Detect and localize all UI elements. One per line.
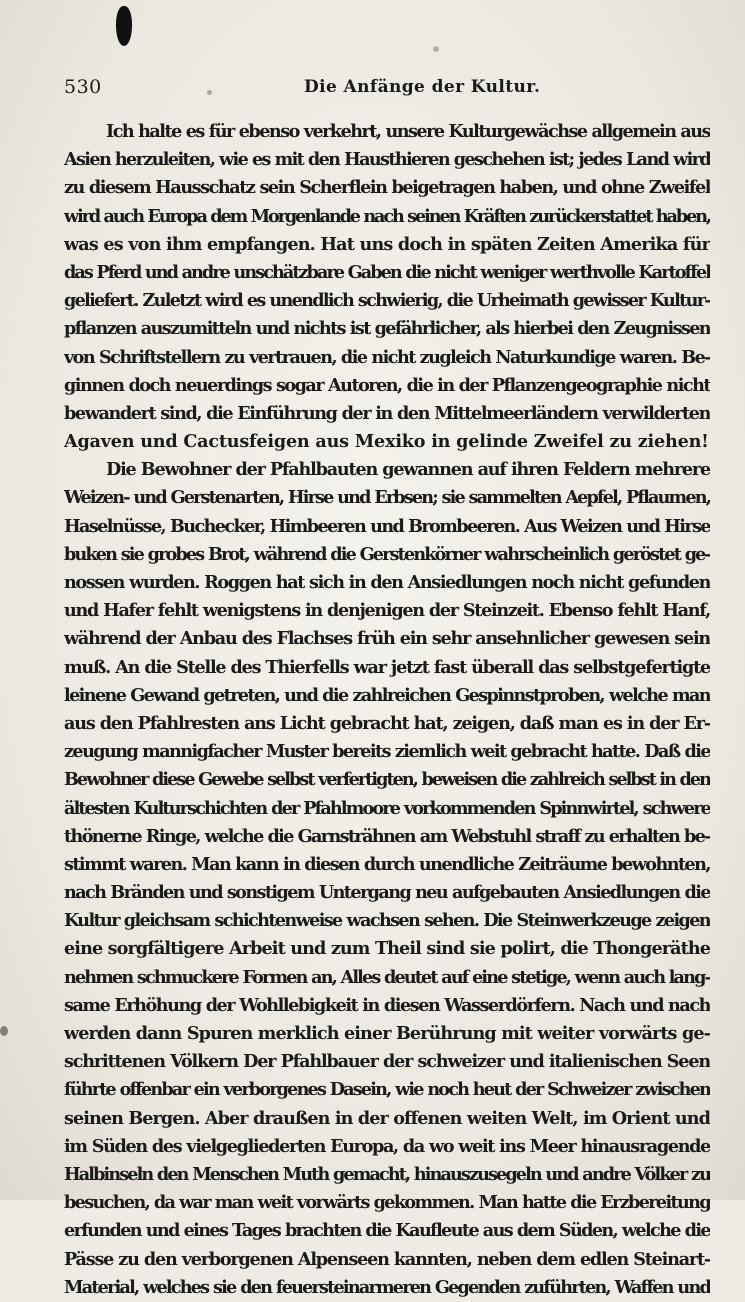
text-line: eine sorgfältigere Arbeit und zum Theil sind sie polirt, die Thongeräthe bbox=[64, 938, 710, 960]
text-line: stimmt waren. Man kann in diesen durch unendliche Zeiträume bewohnten, bbox=[64, 853, 710, 875]
text-line: Ich halte es für ebenso verkehrt, unsere Kulturgewächse allgemein aus bbox=[106, 121, 710, 142]
text-line: Pässe zu den verborgenen Alpenseen kannten, neben dem edlen Steinart- bbox=[64, 1248, 710, 1270]
text-line: besuchen, da war man weit vorwärts gekommen. Man hatte die Erzbereitung bbox=[64, 1192, 710, 1214]
text-line: muß. An die Stelle des Thierfells war jetzt fast überall das selbstgefertigte bbox=[64, 656, 710, 678]
text-line: ältesten Kulturschichten der Pfahlmoore vorkommenden Spinnwirtel, schwere bbox=[64, 797, 710, 819]
text-line: Haselnüsse, Buchecker, Himbeeren und Brombeeren. Aus Weizen und Hirse bbox=[64, 515, 710, 537]
text-line: buken sie grobes Brot, während die Gerstenkörner wahrscheinlich geröstet ge- bbox=[64, 543, 710, 565]
paragraph bbox=[64, 456, 710, 1302]
text-line: seinen Bergen. Aber draußen in der offenen weiten Welt, im Orient und bbox=[64, 1107, 710, 1129]
text-line: leinene Gewand getreten, und die zahlreichen Gespinnstproben, welche man bbox=[64, 684, 710, 706]
text-line: nehmen schmuckere Formen an, Alles deutet auf eine stetige, wenn auch lang- bbox=[64, 966, 710, 988]
text-line: im Süden des vielgegliederten Europa, da wo weit ins Meer hinausragende bbox=[64, 1135, 710, 1157]
text-line: Asien herzuleiten, wie es mit den Hausthieren geschehen ist; jedes Land wird bbox=[64, 149, 710, 171]
text-line: und Hafer fehlt wenigstens in denjenigen der Steinzeit. Ebenso fehlt Hanf, bbox=[64, 600, 710, 622]
text-line: Bewohner diese Gewebe selbst verfertigten, beweisen die zahlreich selbst in den bbox=[64, 769, 710, 791]
paragraph bbox=[64, 118, 710, 456]
text-line: thönerne Ringe, welche die Garnsträhnen am Webstuhl straff zu erhalten be- bbox=[64, 825, 710, 847]
text-line: Weizen- und Gerstenarten, Hirse und Erbsen; sie sammelten Aepfel, Pflaumen, bbox=[64, 487, 710, 509]
text-line: Kultur gleichsam schichtenweise wachsen sehen. Die Steinwerkzeuge zeigen bbox=[64, 910, 710, 932]
text-line: aus den Pfahlresten ans Licht gebracht hat, zeigen, daß man es in der Er- bbox=[64, 712, 710, 734]
text-line: während der Anbau des Flachses früh ein sehr ansehnlicher gewesen sein bbox=[64, 628, 710, 650]
text-line: same Erhöhung der Wohllebigkeit in diesen Wasserdörfern. Nach und nach bbox=[64, 994, 710, 1016]
text-line: nossen wurden. Roggen hat sich in den Ansiedlungen noch nicht gefunden bbox=[64, 572, 710, 593]
ink-speck bbox=[0, 1026, 8, 1036]
page-header bbox=[64, 76, 692, 100]
text-line: Die Bewohner der Pfahlbauten gewannen auf ihren Feldern mehrere bbox=[106, 459, 710, 481]
text-line: zu diesem Hausschatz sein Scherflein beigetragen haben, und ohne Zweifel bbox=[64, 177, 710, 199]
ink-speck bbox=[433, 46, 439, 52]
body-text bbox=[64, 118, 710, 1302]
text-line: werden dann Spuren merklich einer Berührung mit weiter vorwärts ge- bbox=[64, 1023, 710, 1044]
text-line: von Schriftstellern zu vertrauen, die nicht zugleich Naturkundige waren. Be- bbox=[64, 346, 710, 368]
text-line: ginnen doch neuerdings sogar Autoren, die in der Pflanzengeographie nicht bbox=[64, 374, 710, 396]
text-line: führte offenbar ein verborgenes Dasein, wie noch heut der Schweizer zwischen bbox=[64, 1079, 710, 1101]
running-title: Die Anfänge der Kultur. bbox=[304, 77, 541, 97]
text-line: was es von ihm empfangen. Hat uns doch in späten Zeiten Amerika für bbox=[64, 233, 710, 255]
text-line: Agaven und Cactusfeigen aus Mexiko in gelinde Zweifel zu ziehen! bbox=[64, 431, 709, 453]
text-line: schrittenen Völkern Der Pfahlbauer der schweizer und italienischen Seen bbox=[64, 1051, 710, 1073]
text-line: Material, welches sie den feuersteinarmeren Gegenden zuführten, Waffen und bbox=[64, 1276, 710, 1298]
text-line: das Pferd und andre unschätzbare Gaben die nicht weniger werthvolle Kartoffel bbox=[64, 261, 710, 283]
text-line: pflanzen auszumitteln und nichts ist gefährlicher, als hierbei den Zeugnissen bbox=[64, 318, 710, 340]
text-line: bewandert sind, die Einführung der in den Mittelmeerländern verwilderten bbox=[64, 402, 710, 424]
page-number: 530 bbox=[64, 76, 102, 98]
text-line: nach Bränden und sonstigem Untergang neu aufgebauten Ansiedlungen die bbox=[64, 882, 710, 904]
text-line: geliefert. Zuletzt wird es unendlich schwierig, die Urheimath gewisser Kultur- bbox=[64, 290, 710, 312]
text-line: Halbinseln den Menschen Muth gemacht, hinauszusegeln und andre Völker zu bbox=[64, 1163, 710, 1185]
text-line: erfunden und eines Tages brachten die Kaufleute aus dem Süden, welche die bbox=[64, 1220, 710, 1242]
ink-blot bbox=[116, 6, 132, 46]
text-line: wird auch Europa dem Morgenlande nach seinen Kräften zurückerstattet haben, bbox=[64, 205, 710, 227]
text-line: zeugung mannigfacher Muster bereits ziemlich weit gebracht hatte. Daß die bbox=[64, 741, 710, 763]
